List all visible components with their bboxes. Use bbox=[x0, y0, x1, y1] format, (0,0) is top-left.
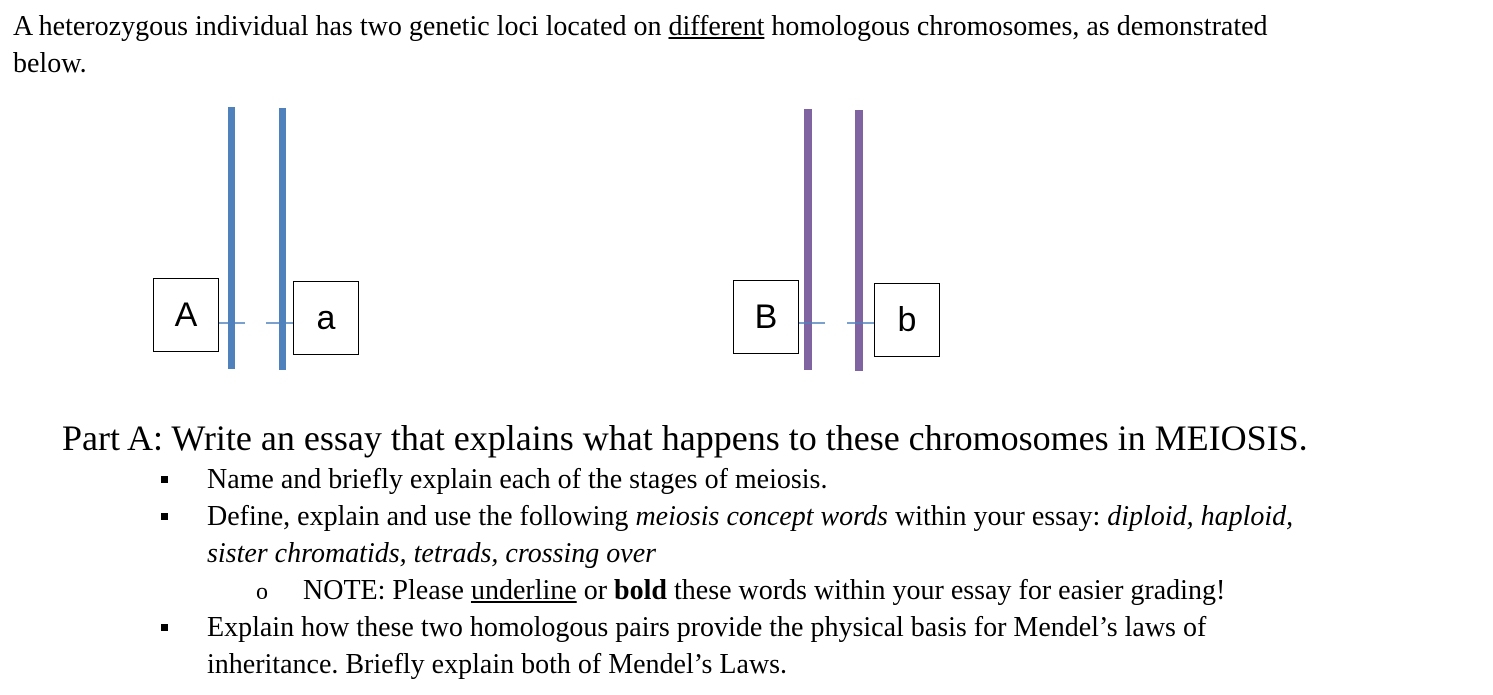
allele-box-b: b bbox=[874, 283, 940, 357]
bullet-square-icon bbox=[161, 513, 168, 520]
part-a-title: Part A: Write an essay that explains what happens to these chromosomes in MEIOSIS. bbox=[62, 418, 1308, 458]
intro-underlined-word: different bbox=[668, 11, 765, 42]
note-mid: or bbox=[576, 575, 615, 606]
allele-box-B: B bbox=[733, 280, 799, 354]
sub-bullet-circle-icon: o bbox=[256, 579, 268, 605]
bullet-2-concept-words: meiosis concept words bbox=[635, 501, 888, 532]
note-underlined-word: underline bbox=[470, 575, 577, 606]
bullet-2-text bbox=[207, 498, 1293, 535]
bullet-square-icon bbox=[161, 624, 168, 631]
intro-text-before: A heterozygous individual has two genetic loci located on bbox=[13, 11, 669, 42]
intro-text-line2: below. bbox=[13, 48, 87, 79]
chromosome-pair1-left bbox=[228, 107, 235, 369]
allele-box-a: a bbox=[293, 281, 359, 355]
intro-text-after: homologous chromosomes, as demonstrated bbox=[764, 11, 1268, 42]
bullet-3-line1: Explain how these two homologous pairs provide the physical basis for Mendel’s laws of bbox=[207, 612, 1207, 643]
bullet-2-terms-line1: diploid, haploid, bbox=[1107, 501, 1294, 532]
chromosome-pair2-left bbox=[804, 109, 812, 370]
note-bold-word: bold bbox=[614, 575, 667, 606]
chromosome-pair1-right bbox=[279, 108, 286, 370]
bullet-2-terms-line2: sister chromatids, tetrads, crossing over bbox=[207, 538, 657, 569]
note-text bbox=[303, 572, 1225, 609]
chromosome-pair2-right bbox=[855, 110, 863, 371]
bullet-2-mid: within your essay: bbox=[887, 501, 1108, 532]
bullet-1-text: Name and briefly explain each of the stages of meiosis. bbox=[207, 464, 828, 495]
note-pre: NOTE: Please bbox=[303, 575, 471, 606]
bullet-square-icon bbox=[161, 476, 168, 483]
bullet-2-line2 bbox=[207, 535, 656, 572]
bullet-3-line2: inheritance. Briefly explain both of Mendel’s Laws. bbox=[207, 649, 788, 680]
note-post: these words within your essay for easier grading! bbox=[666, 575, 1226, 606]
bullet-2-pre: Define, explain and use the following bbox=[207, 501, 636, 532]
allele-box-A: A bbox=[153, 278, 219, 352]
